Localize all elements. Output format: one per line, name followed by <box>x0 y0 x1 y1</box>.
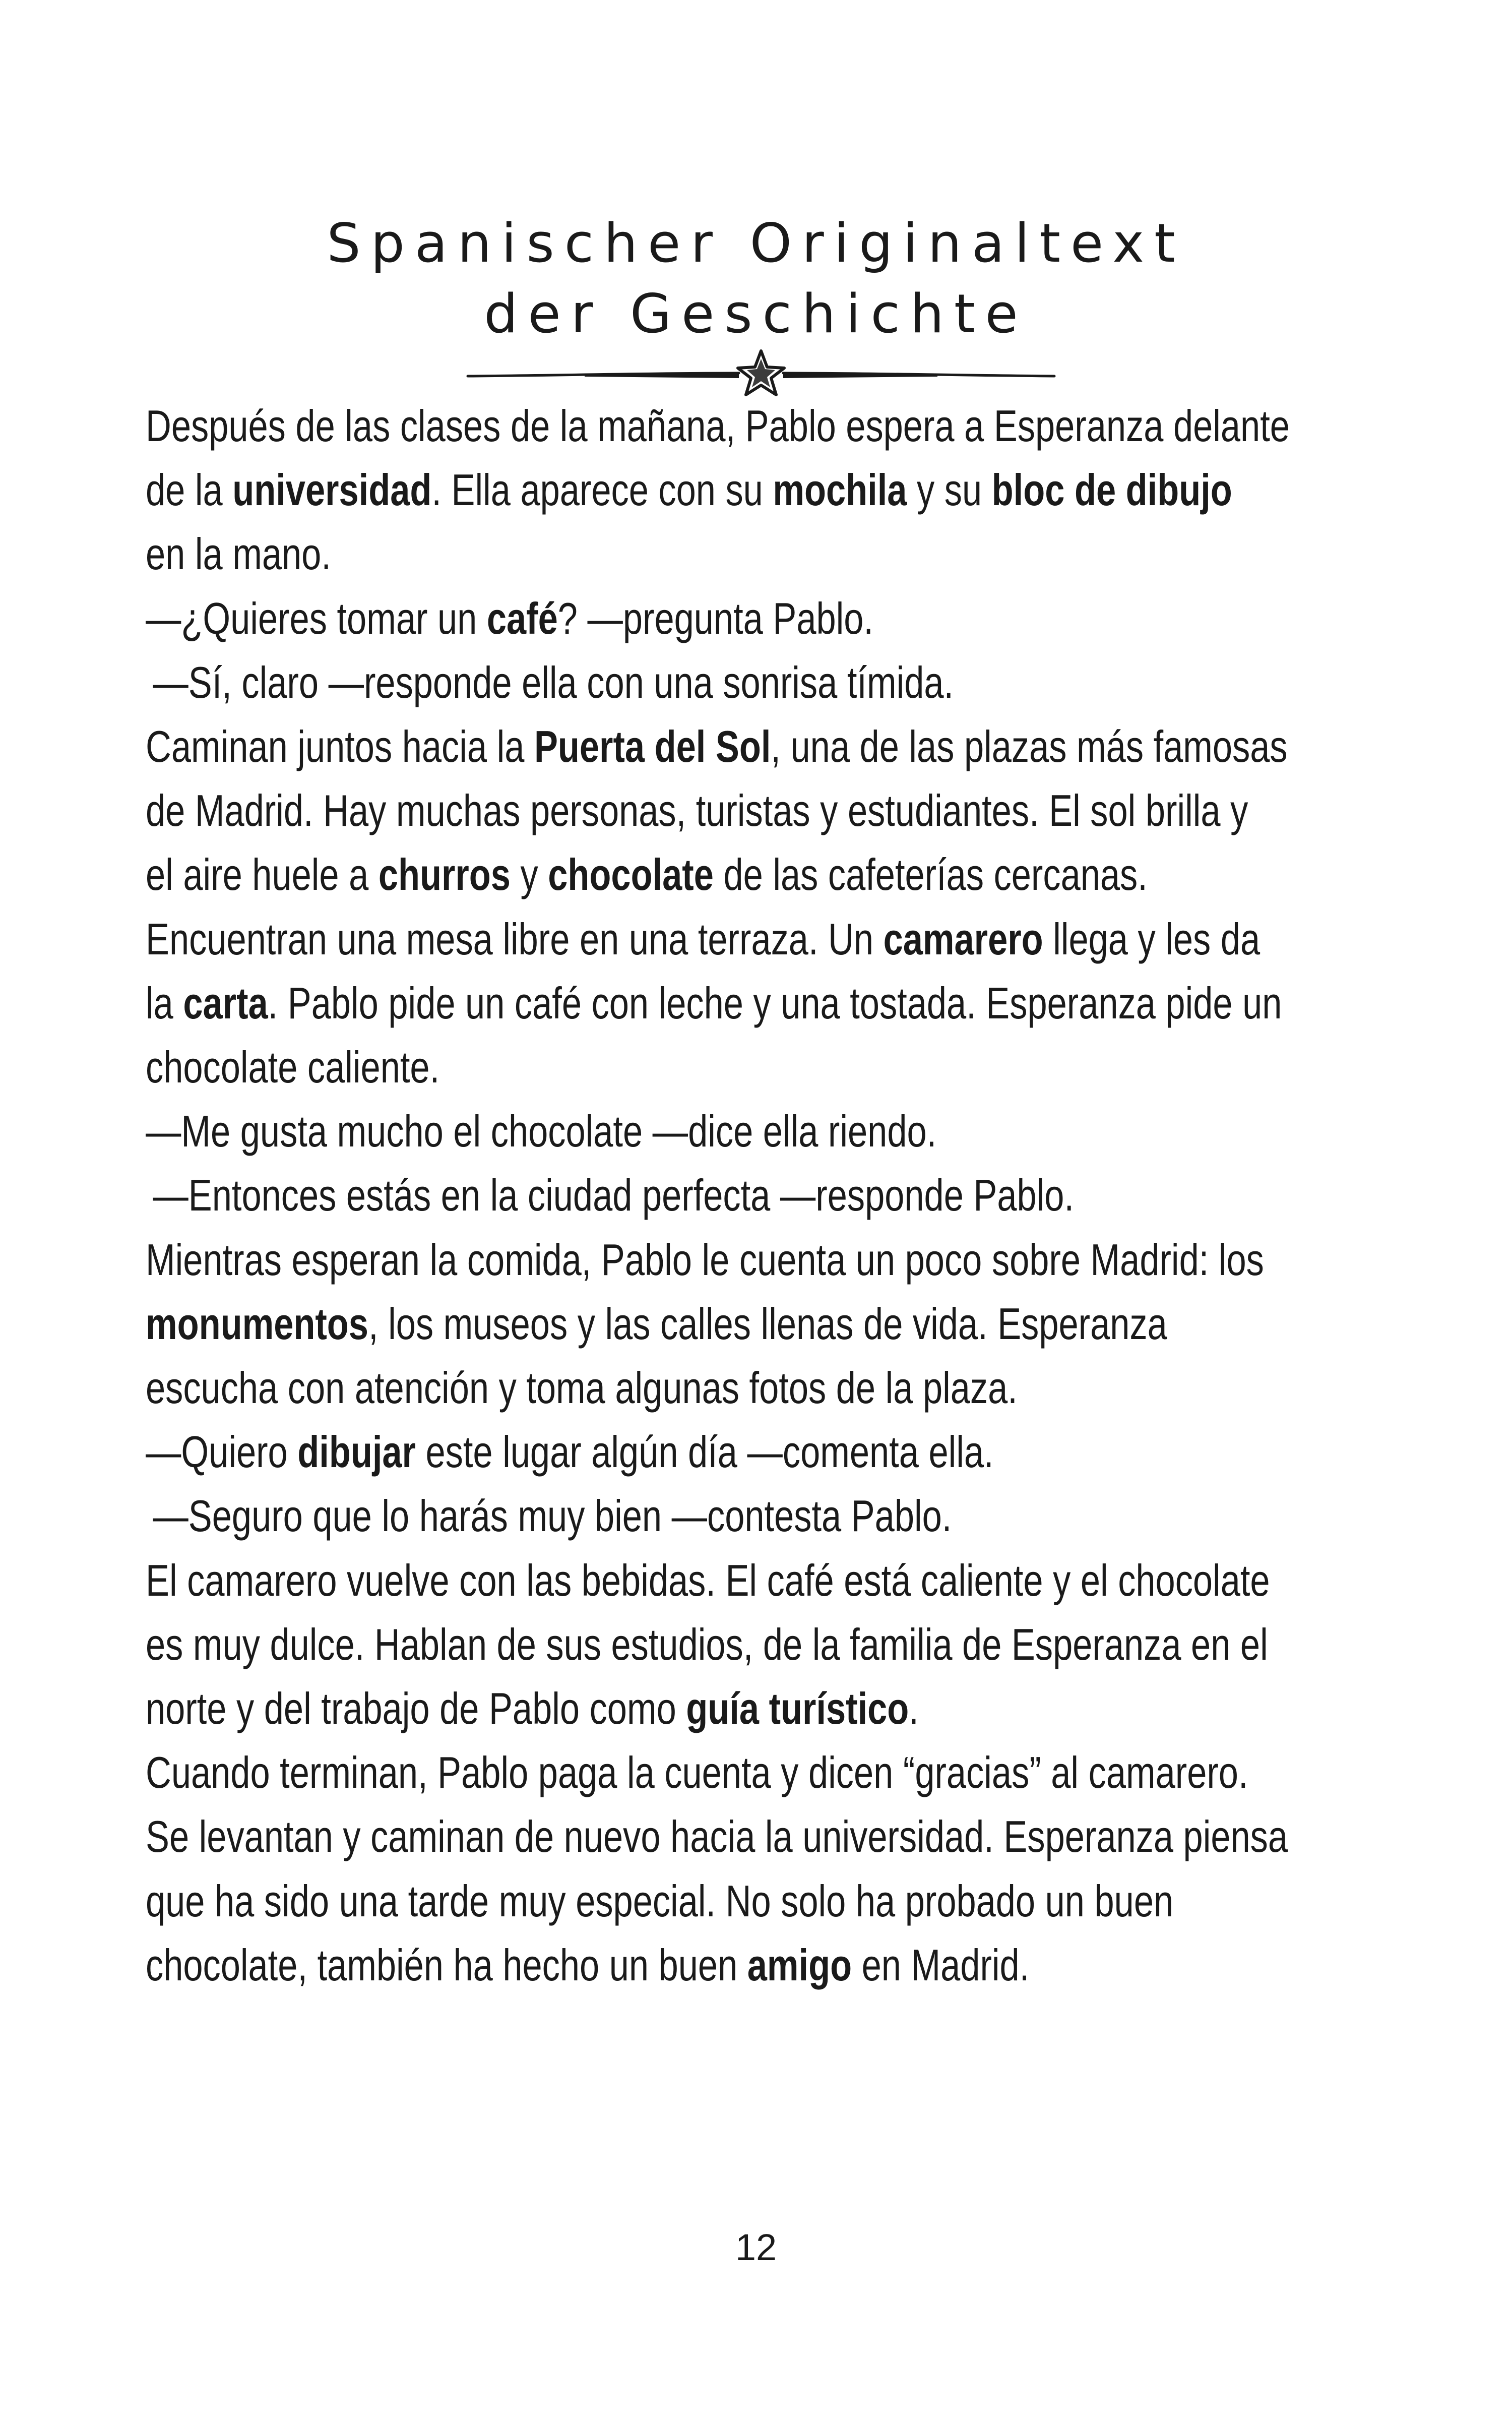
dialogue-line: —Quiero dibujar este lugar algún día —comenta ella. <box>146 1427 994 1477</box>
page-title-line-1: Spanischer Originaltext <box>327 212 1185 274</box>
text-line: Mientras esperan la comida, Pablo le cuenta un poco sobre Madrid: los <box>146 1234 1264 1285</box>
dialogue-line: —Seguro que lo harás muy bien —contesta Pablo. <box>153 1491 952 1541</box>
vocab-word: amigo <box>747 1940 852 1990</box>
text-line: Caminan juntos hacia la Puerta del Sol, una de las plazas más famosas <box>146 721 1288 772</box>
vocab-word: mochila <box>773 465 907 515</box>
text-line: chocolate caliente. <box>146 1042 440 1093</box>
dialogue-line: —Me gusta mucho el chocolate —dice ella riendo. <box>146 1106 937 1157</box>
vocab-word: carta <box>183 978 268 1028</box>
page-title-line-2: der Geschichte <box>484 283 1028 345</box>
dialogue-line: —Entonces estás en la ciudad perfecta —responde Pablo. <box>153 1170 1075 1221</box>
text-line: de Madrid. Hay muchas personas, turistas y estudiantes. El sol brilla y <box>146 785 1248 836</box>
vocab-word: monumentos <box>146 1298 368 1349</box>
dialogue-line: —Sí, claro —responde ella con una sonrisa tímida. <box>153 657 954 707</box>
text-line: Cuando terminan, Pablo paga la cuenta y dicen “gracias” al camarero. <box>146 1747 1248 1798</box>
vocab-word: dibujar <box>297 1427 416 1477</box>
vocab-word: café <box>486 593 558 643</box>
vocab-word: Puerta del Sol <box>534 721 771 772</box>
text-line: Después de las clases de la mañana, Pablo espera a Esperanza delante <box>146 401 1290 451</box>
vocab-word: churros <box>378 850 511 900</box>
text-line: la carta. Pablo pide un café con leche y una tostada. Esperanza pide un <box>146 978 1282 1028</box>
vocab-word: camarero <box>883 914 1043 964</box>
vocab-word: guía turístico <box>686 1683 909 1734</box>
divider-with-star-icon <box>459 348 1063 398</box>
text-line: en la mano. <box>146 529 331 579</box>
text-line: Se levantan y caminan de nuevo hacia la universidad. Esperanza piensa <box>146 1811 1288 1862</box>
story-text <box>146 394 1290 1997</box>
text-line: el aire huele a churros y chocolate de las cafeterías cercanas. <box>146 850 1148 900</box>
text-line: de la universidad. Ella aparece con su mochila y su bloc de dibujo <box>146 465 1232 515</box>
dialogue-line: —¿Quieres tomar un café? —pregunta Pablo. <box>146 593 873 643</box>
page-number: 12 <box>735 2226 777 2268</box>
text-line: Encuentran una mesa libre en una terraza. Un camarero llega y les da <box>146 914 1261 964</box>
text-line: chocolate, también ha hecho un buen amigo en Madrid. <box>146 1940 1030 1990</box>
vocab-word: bloc de dibujo <box>991 465 1232 515</box>
text-line: que ha sido una tarde muy especial. No solo ha probado un buen <box>146 1876 1174 1926</box>
text-line: monumentos, los museos y las calles llenas de vida. Esperanza <box>146 1298 1167 1349</box>
text-line: norte y del trabajo de Pablo como guía turístico. <box>146 1683 919 1734</box>
vocab-word: chocolate <box>548 850 714 900</box>
vocab-word: universidad <box>232 465 432 515</box>
text-line: es muy dulce. Hablan de sus estudios, de la familia de Esperanza en el <box>146 1619 1268 1669</box>
text-line: El camarero vuelve con las bebidas. El café está caliente y el chocolate <box>146 1555 1270 1605</box>
text-line: escucha con atención y toma algunas fotos de la plaza. <box>146 1363 1018 1413</box>
